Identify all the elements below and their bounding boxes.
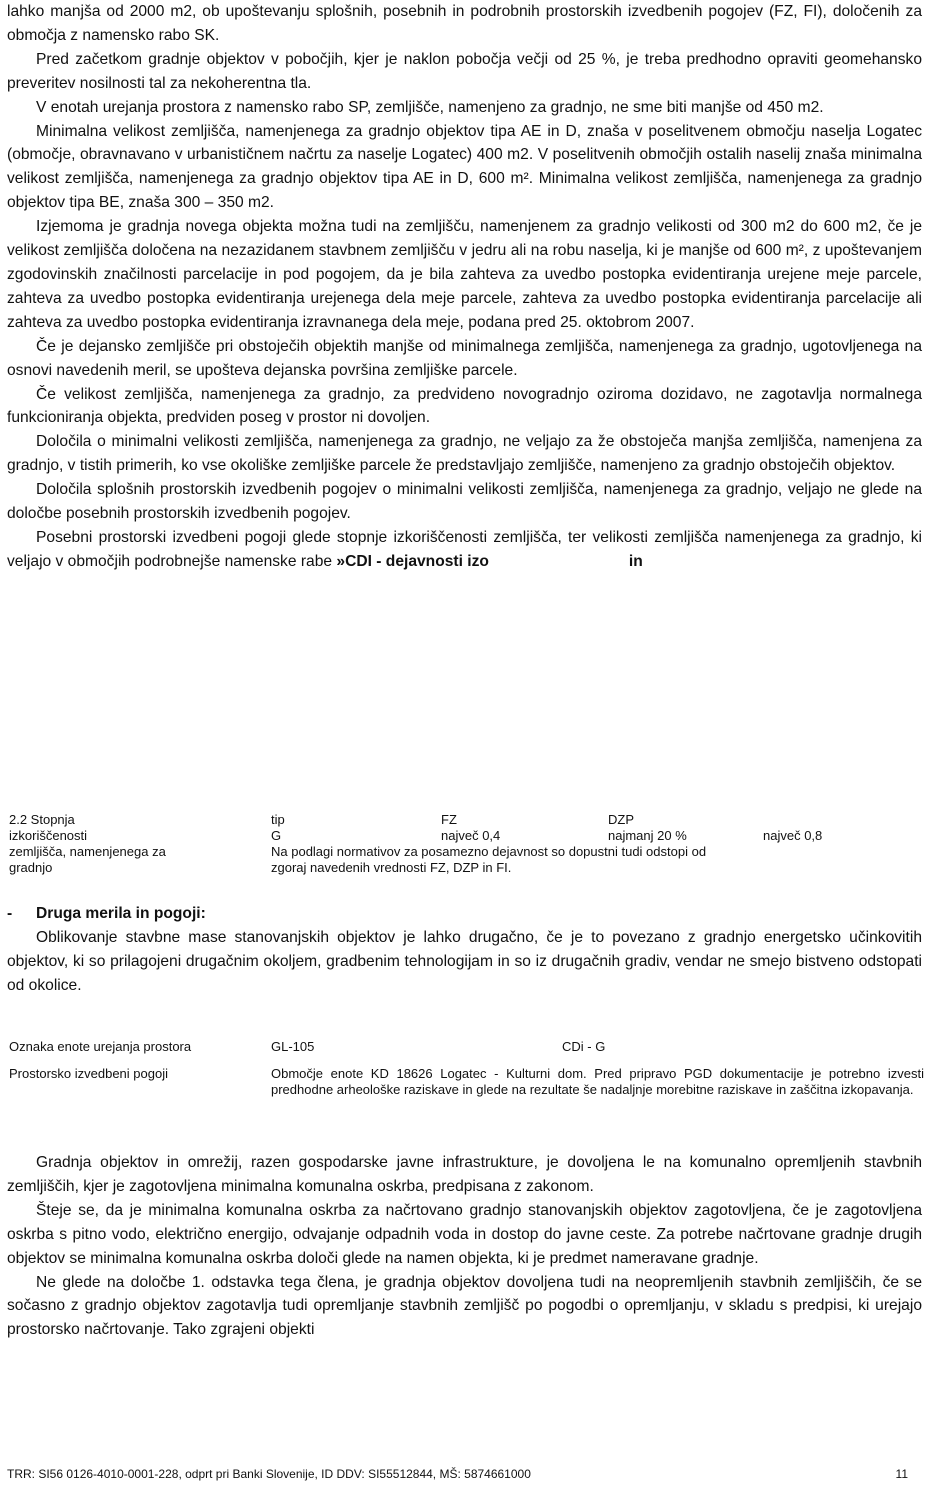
cell-fz: največ 0,4 — [441, 828, 501, 843]
cell-dzp: najmanj 20 % — [608, 828, 687, 843]
utilization-label: izkoriščenosti — [9, 828, 88, 843]
cell-fi: največ 0,8 — [763, 828, 823, 843]
table-note: Na podlagi normativov za posamezno dejavnost so dopustni tudi odstopi od — [271, 844, 707, 859]
paragraph-utility-land: Gradnja objektov in omrežij, razen gospodarske javne infrastrukture, je dovoljena le na komunalno opremljenih stavbnih zemljiščih, kjer je zagotovljena minimalna komunalna oskrba, predpisana z zakonom. — [7, 1154, 922, 1195]
paragraph-functioning: Če velikost zemljišča, namenjenega za gradnjo, za predvideno novogradnjo oziroma dozidavo, ne zagotavlja normalnega funkcioniranja objekta, predviden poseg v prostor ni dovoljen. — [7, 385, 922, 427]
cdi-bold-end: in — [628, 552, 643, 570]
special-conditions-text: Posebni prostorski izvedbeni pogoji glede stopnje izkoriščenosti zemljišča, ter velikosti zemljišča namenjenega za gradnjo, ki veljajo v območjih podrobnejše namenske rabe — [7, 528, 922, 570]
unit-use-code: CDi - G — [562, 1039, 606, 1054]
paragraph-special-conditions — [7, 526, 922, 574]
utilization-label: gradnjo — [9, 860, 53, 875]
paragraph-slope: Pred začetkom gradnje objektov v pobočjih, kjer je naklon pobočja večji od 25 %, je treba predhodno opraviti geomehansko preveritev nosilnosti tal za nekoherentna tla. — [7, 50, 922, 92]
top-text-block — [7, 0, 922, 574]
table-note: zgoraj navedenih vrednosti FZ, DZP in FI. — [271, 860, 512, 875]
utilization-table — [9, 812, 919, 876]
unit-label: Oznaka enote urejanja prostora — [9, 1039, 192, 1054]
cdi-bold-label: »CDI - dejavnosti izo — [336, 552, 489, 570]
conditions-label: Prostorsko izvedbeni pogoji — [9, 1066, 168, 1081]
paragraph-minimal-size: Minimalna velikost zemljišča, namenjenega za gradnjo objektov tipa AE in D, znaša v poselitvenem območju naselja Logatec (območje, obravnavano v urbanističnem načrtu za naselje Logatec) 400 m2. V poselitvenih območjih ostalih naselij znaša minimalna velikost zemljišča, namenjenega za gradnjo objektov tipa AE in D, 600 m². Minimalna velikost zemljišča, namenjenega za gradnjo objektov tipa BE, znaša 300 – 350 m2. — [7, 122, 922, 212]
footer-bank-info: TRR: SI56 0126-4010-0001-228, odprt pri Banki Slovenije, ID DDV: SI55512844, MŠ: 5874661000 — [7, 1467, 531, 1481]
paragraph-existing-plots: Določila o minimalni velikosti zemljišča, namenjenega za gradnjo, ne veljajo za že obstoječa manjša zemljišča, namenjena za gradnjo, v tistih primerih, ko vse okoliške zemljiške parcele že predstavljajo zemljišče, namenjeno za gradnjo obstoječih objektov. — [7, 433, 922, 475]
paragraph-minimal-utility: Šteje se, da je minimalna komunalna oskrba za načrtovano gradnjo stanovanjskih objektov zagotovljena, če je zagotovljena oskrba s pitno vodo, električno energijo, odvajanje odpadnih voda in dostop do javne ceste. Za potrebe načrtovane gradnje drugih objektov se minimalna komunalna oskrba določi glede na namen objekta, ki je predmet nameravane gradnje. — [7, 1201, 922, 1267]
header-tip: tip — [271, 812, 285, 827]
paragraph-actual-plot: Če je dejansko zemljišče pri obstoječih objektih manjše od minimalnega zemljišča, namenjenega za gradnjo, ugotovljenega na osnovi navedenih meril, se upošteva dejanska površina zemljiške parcele. — [7, 337, 922, 379]
other-criteria-heading — [7, 902, 922, 926]
paragraph-exception: Izjemoma je gradnja novega objekta možna tudi na zemljišču, namenjenem za gradnjo velikosti od 300 m2 do 600 m2, če je velikost zemljišča določena na nezazidanem stavbnem zemljišču v jedru ali na robu naselja, ki je manjše od 600 m², z upoštevanjem zgodovinskih značilnosti parcelacije in pod pogojem, da je bila zahteva za uvedbo postopka evidentiranja urejene meje parcele, zahteva za uvedbo postopka evidentiranja urejenega dela meje parcele, zahteva za uvedbo postopka evidentiranja parcelacije ali zahteva za uvedbo postopka evidentiranja izravnanega dela meje, podana pred 25. oktobrom 2007. — [7, 218, 922, 331]
header-dzp: DZP — [608, 812, 634, 827]
header-fz: FZ — [441, 812, 457, 827]
utilization-label: zemljišča, namenjenega za — [9, 844, 166, 859]
other-criteria-title: Druga merila in pogoji: — [36, 905, 206, 922]
paragraph-sp-area: V enotah urejanja prostora z namensko rabo SP, zemljišče, namenjeno za gradnjo, ne sme biti manjše od 450 m2. — [36, 98, 824, 116]
cell-tip: G — [271, 828, 282, 843]
conditions-text: Območje enote KD 18626 Logatec - Kulturni dom. Pred pripravo PGD dokumentacije je potrebno izvesti predhodne arheološke raziskave in glede na rezultate še nadaljnje morebitne raziskave in zaščitna izkopavanja. — [271, 1066, 924, 1097]
unit-code: GL-105 — [271, 1039, 315, 1054]
paragraph-continuation: lahko manjša od 2000 m2, ob upoštevanju splošnih, posebnih in podrobnih prostorskih izvedbenih pogojev (FZ, FI), določenih za območja z namensko rabo SK. — [7, 3, 922, 44]
unit-table — [9, 1039, 924, 1098]
other-criteria-section — [7, 902, 922, 998]
page-number: 11 — [895, 1467, 908, 1481]
list-dash: - — [7, 905, 13, 922]
page-footer — [7, 1466, 922, 1482]
paragraph-unequipped-land: Ne glede na določbe 1. odstavka tega člena, je gradnja objektov dovoljena tudi na neopremljenih stavbnih zemljiščih, če se sočasno z gradnjo objektov zagotavlja tudi opremljanje stavbnih zemljišč po pogodbi o opremljanju, v skladu s predpisi, ki urejajo prostorsko načrtovanje. Tako zgrajeni objekti — [7, 1273, 922, 1339]
other-criteria-text: Oblikovanje stavbne mase stanovanjskih objektov je lahko drugačno, če je to povezano z gradnjo energetsko učinkovitih objektov, ki so prilagojeni drugačnim okoljem, gradbenim tehnologijam in so iz drugačnih gradiv, vendar ne smejo bistveno odstopati od okolice. — [7, 928, 922, 994]
paragraph-general-conditions: Določila splošnih prostorskih izvedbenih pogojev o minimalni velikosti zemljišča, namenjenega za gradnjo, veljajo ne glede na določbe posebnih prostorskih izvedbenih pogojev. — [7, 481, 922, 523]
bottom-text-block — [7, 1151, 922, 1342]
utilization-label: 2.2 Stopnja — [9, 812, 75, 827]
